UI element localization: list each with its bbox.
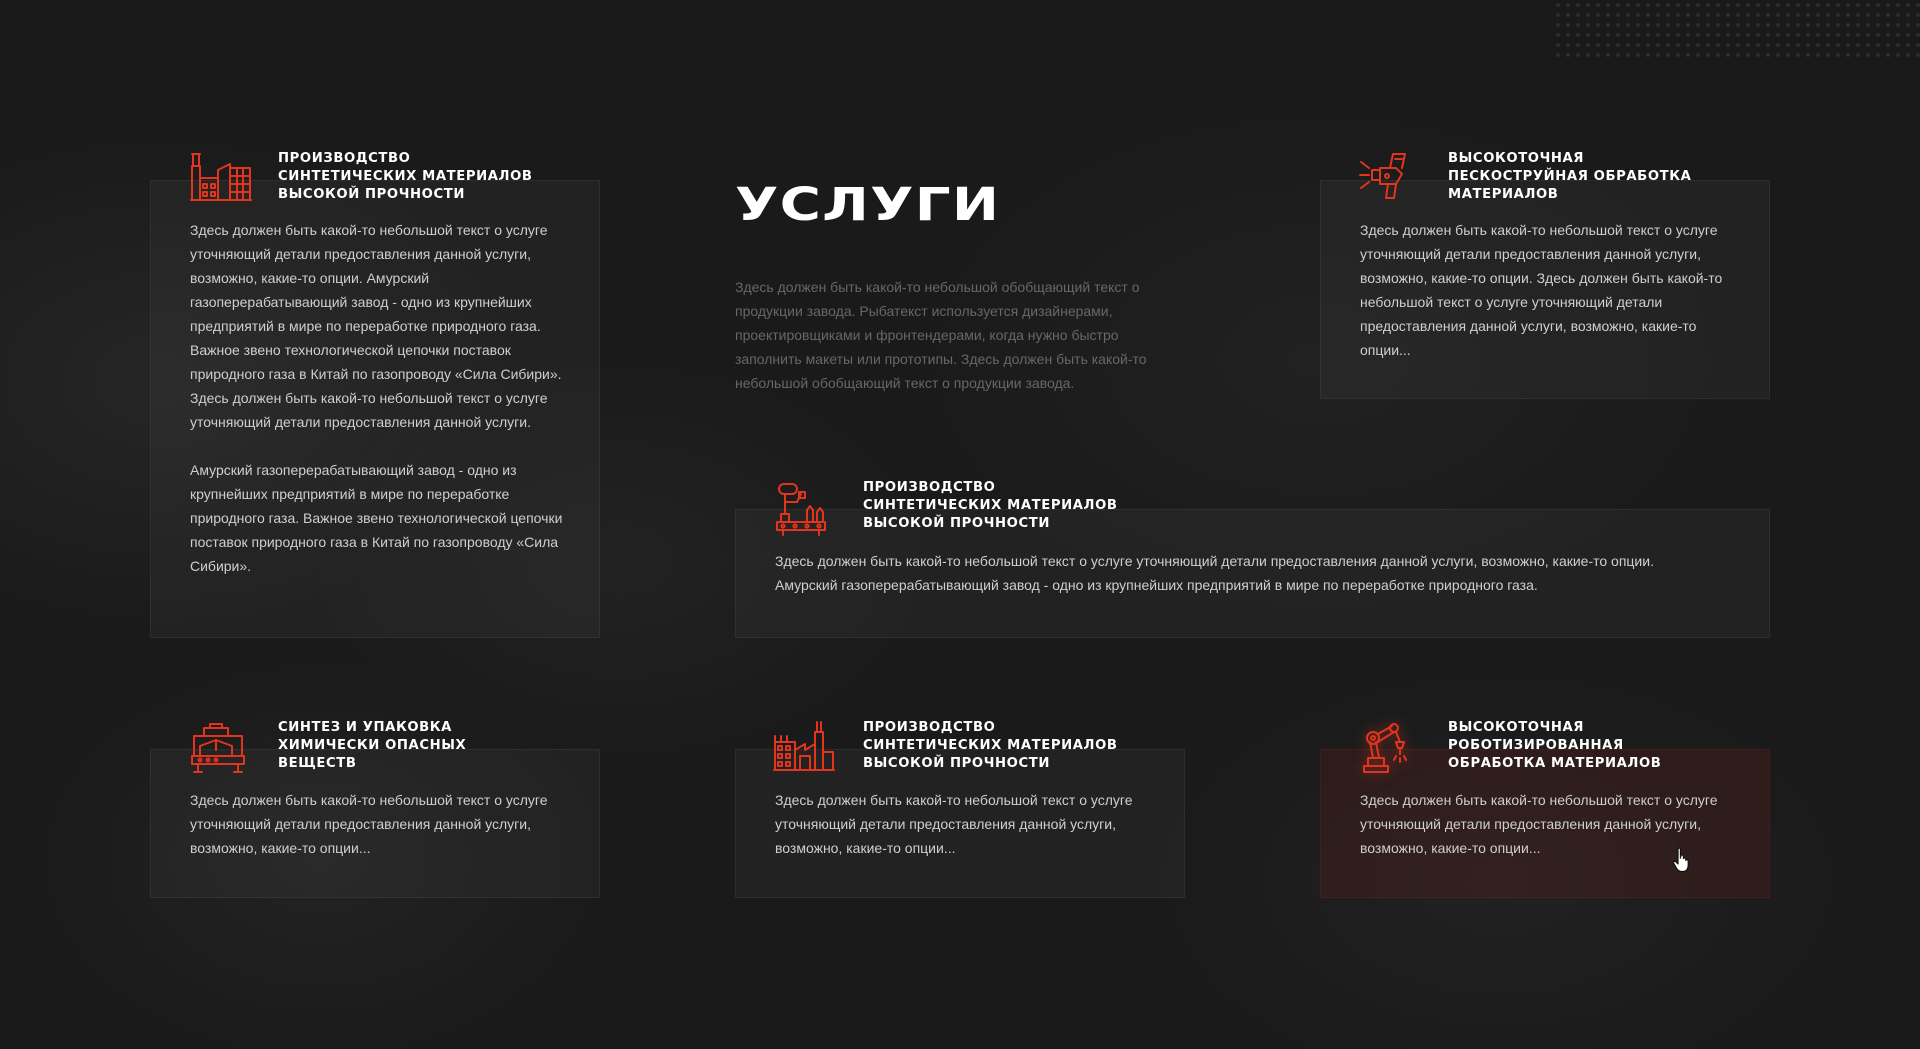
service-description (190, 218, 565, 578)
robotic-arm-icon (1358, 718, 1414, 774)
service-title: ВЫСОКОТОЧНАЯ РОБОТИЗИРОВАННАЯ ОБРАБОТКА МАТЕРИАЛОВ (1448, 720, 1662, 771)
service-title: ВЫСОКОТОЧНАЯ ПЕСКОСТРУЙНАЯ ОБРАБОТКА МАТЕРИАЛОВ (1448, 151, 1692, 202)
section-description: Здесь должен быть какой-то небольшой обобщающий текст о продукции завода. Рыбатекст используется дизайнерами, проектировщиками и фронтендерами, когда нужно быстро заполнить макеты или прототипы. Здесь должен быть какой-то небольшой обобщающий текст о продукции завода. (735, 279, 1147, 391)
sandblaster-icon (1358, 148, 1414, 204)
dot-pattern-decoration (1553, 0, 1920, 60)
service-description-paragraph: Здесь должен быть какой-то небольшой текст о услуге уточняющий детали предоставления данной услуги, возможно, какие-то опции. Амурский газоперерабатывающий завод - одно из крупнейших предприятий в мире по переработке природного газа. Важное звено технологической цепочки поставок природного газа в Китай по газопроводу «Сила Сибири». Здесь должен быть какой-то небольшой текст о услуге уточняющий детали предоставления данной услуги. (190, 222, 562, 430)
packaging-machine-icon (190, 720, 246, 776)
section-title: УСЛУГИ (735, 178, 1001, 231)
service-description: Здесь должен быть какой-то небольшой текст о услуге уточняющий детали предоставления данной услуги, возможно, какие-то опции. Амурский газоперерабатывающий завод - одно из крупнейших предприятий в мире по переработке природного газа. (775, 553, 1654, 593)
conveyor-robot-icon (773, 480, 829, 536)
service-title: ПРОИЗВОДСТВО СИНТЕТИЧЕСКИХ МАТЕРИАЛОВ ВЫСОКОЙ ПРОЧНОСТИ (278, 151, 533, 202)
factory-icon (190, 150, 252, 202)
service-description: Здесь должен быть какой-то небольшой текст о услуге уточняющий детали предоставления данной услуги, возможно, какие-то опции... (1360, 792, 1718, 856)
pointer-cursor-icon (1672, 847, 1692, 878)
service-title: ПРОИЗВОДСТВО СИНТЕТИЧЕСКИХ МАТЕРИАЛОВ ВЫСОКОЙ ПРОЧНОСТИ (863, 480, 1118, 531)
service-description: Здесь должен быть какой-то небольшой текст о услуге уточняющий детали предоставления данной услуги, возможно, какие-то опции... (775, 792, 1133, 856)
industrial-plant-icon (773, 720, 835, 774)
service-description: Здесь должен быть какой-то небольшой текст о услуге уточняющий детали предоставления данной услуги, возможно, какие-то опции. Здесь должен быть какой-то небольшой текст о услуге уточняющий детали предоставления данной услуги, возможно, какие-то опции... (1360, 222, 1723, 358)
service-description-paragraph: Амурский газоперерабатывающий завод - одно из крупнейших предприятий в мире по переработке природного газа. Важное звено технологической цепочки поставок природного газа в Китай по газопроводу «Сила Сибири». (190, 462, 563, 574)
service-title: СИНТЕЗ И УПАКОВКА ХИМИЧЕСКИ ОПАСНЫХ ВЕЩЕСТВ (278, 720, 467, 771)
service-description: Здесь должен быть какой-то небольшой текст о услуге уточняющий детали предоставления данной услуги, возможно, какие-то опции... (190, 792, 548, 856)
service-title: ПРОИЗВОДСТВО СИНТЕТИЧЕСКИХ МАТЕРИАЛОВ ВЫСОКОЙ ПРОЧНОСТИ (863, 720, 1118, 771)
